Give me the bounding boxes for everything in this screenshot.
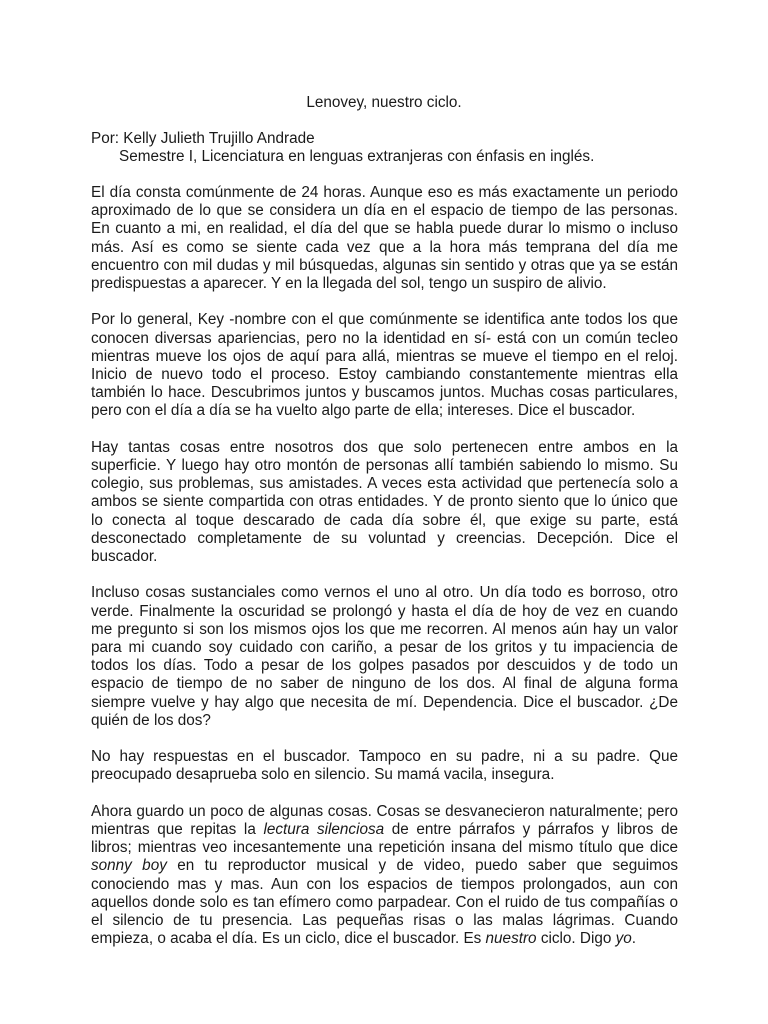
text-run: Ahora guardo un poco de algunas cosas. Cosas se desvanecieron naturalmente; pero mientras que repitas la xyxy=(91,802,678,839)
text-run: Incluso cosas sustanciales como vernos el uno al otro. Un día todo es borroso, otro verde. Finalmente la oscuridad se prolongó y hasta el día de hoy de vez en cuando me pregunto si son los mismos ojos los que me recorren. Al menos aún hay un valor para mi cuando soy cuidado con cariño, a pesar de los gritos y tu impaciencia de todos los días. Todo a pesar de los golpes pasados por descuidos y de todo un espacio de tiempo de no saber de ninguno de los dos. Al final de alguna forma siempre vuelve y hay algo que necesita de mí. Dependencia. Dice el buscador. ¿De quién de los dos? xyxy=(91,584,678,729)
text-run: No hay respuestas en el buscador. Tampoco en su padre, ni a su padre. Que preocupado desaprueba solo en silencio. Su mamá vacila, insegura. xyxy=(91,748,678,784)
text-run: El día consta comúnmente de 24 horas. Aunque eso es más exactamente un periodo aproximado de lo que se considera un día en el espacio de tiempo de las personas. En cuanto a mi, en realidad, el día del que se habla puede durar lo mismo o incluso más. Así es como se siente cada vez que a la hora más temprana del día me encuentro con mil dudas y mil búsquedas, algunas sin sentido y otras que ya se están predispuestas a aparecer. Y en la llegada del sol, tengo un suspiro de alivio. xyxy=(91,184,678,293)
document-body xyxy=(91,184,678,967)
italic-text: lectura silenciosa xyxy=(263,821,385,839)
italic-text: yo xyxy=(615,930,632,948)
body-paragraph xyxy=(91,803,678,949)
text-run: ciclo. Digo xyxy=(536,930,616,948)
body-paragraph xyxy=(91,184,678,293)
semester-line: Semestre I, Licenciatura en lenguas extranjeras con énfasis en inglés. xyxy=(119,148,595,165)
text-run: Por lo general, Key -nombre con el que comúnmente se identifica ante todos los que conocen diversas apariencias, pero no la identidad en sí- está con un común tecleo mientras mueve los ojos de aquí para allá, mientras se mueve el tiempo en el reloj. Inicio de nuevo todo el proceso. Estoy cambiando constantemente mientras ella también lo hace. Descubrimos juntos y buscamos juntos. Muchas cosas particulares, pero con el día a día se ha vuelto algo parte de ella; intereses. Dice el buscador. xyxy=(91,311,678,420)
body-paragraph xyxy=(91,584,678,730)
author-line: Por: Kelly Julieth Trujillo Andrade xyxy=(91,130,315,147)
text-run: Hay tantas cosas entre nosotros dos que solo pertenecen entre ambos en la superficie. Y luego hay otro montón de personas allí también sabiendo lo mismo. Su colegio, sus problemas, sus amistades. A veces esta actividad que pertenecía solo a ambos se siente compartida con otras entidades. Y de pronto siento que lo único que lo conecta al toque descarado de cada día sobre él, que exige su parte, está desconectado completamente de su voluntad y creencias. Decepción. Dice el buscador. xyxy=(91,438,678,566)
italic-text: nuestro xyxy=(485,930,537,948)
body-paragraph xyxy=(91,748,678,784)
text-run: de entre párrafos y párrafos y libros de libros; mientras veo incesantemente una repetición insana del mismo título que dice xyxy=(91,821,678,857)
body-paragraph xyxy=(91,311,678,420)
italic-text: sonny boy xyxy=(91,857,167,875)
body-paragraph xyxy=(91,439,678,566)
document-title: Lenovey, nuestro ciclo. xyxy=(306,94,462,111)
text-run: . xyxy=(631,930,637,948)
text-run: en tu reproductor musical y de video, puedo saber que seguimos conociendo mas y mas. Aun con los espacios de tiempos prolongados, aun con aquellos donde solo es tan efímero como parpadear. Con el ruido de tus compañías o el silencio de tu presencia. Las pequeñas risas o las malas lágrimas. Cuando empieza, o acaba el día. Es un ciclo, dice el buscador. Es xyxy=(91,857,679,948)
